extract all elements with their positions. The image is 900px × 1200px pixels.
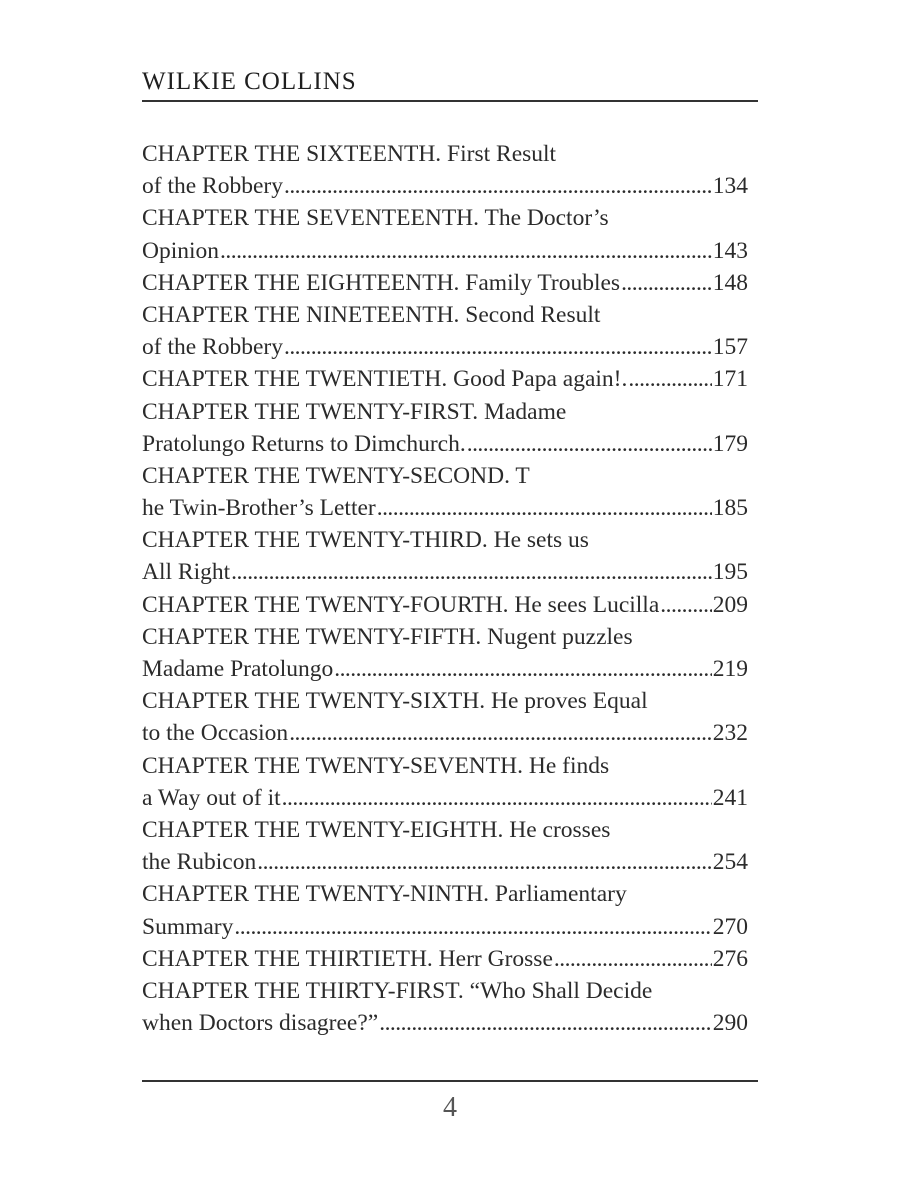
toc-line (142, 943, 748, 975)
toc-line (142, 621, 748, 653)
toc-entry-page: 157 (712, 334, 748, 361)
toc-entry-title: CHAPTER THE SIXTEENTH. First Result (142, 141, 557, 167)
toc-line (142, 975, 748, 1007)
toc-line (142, 396, 748, 428)
toc-entry-title: of the Robbery (142, 334, 283, 361)
toc-entry-page: 232 (712, 720, 748, 747)
dot-leader (289, 717, 712, 749)
toc-line (142, 363, 748, 395)
toc-entry-title: CHAPTER THE SEVENTEENTH. The Doctor’s (142, 205, 609, 232)
dot-leader (220, 235, 712, 267)
toc-line (142, 589, 748, 621)
toc-line (142, 460, 748, 492)
toc-line (142, 299, 748, 331)
toc-line (142, 138, 748, 170)
dot-leader (379, 1007, 712, 1039)
toc-entry-page: 143 (712, 237, 748, 264)
dot-leader (257, 846, 712, 878)
toc-line (142, 717, 748, 749)
toc-entry-title: CHAPTER THE TWENTIETH. Good Papa again!. (142, 366, 628, 393)
dot-leader (621, 267, 712, 299)
toc-entry-page: 134 (712, 173, 748, 200)
toc-line (142, 878, 748, 910)
dot-leader (231, 556, 712, 588)
dot-leader (377, 492, 712, 524)
toc-entry-title: when Doctors disagree?” (142, 1010, 379, 1037)
toc-entry-title: CHAPTER THE EIGHTEENTH. Family Troubles (142, 269, 621, 296)
toc-entry-title: of the Robbery (142, 173, 283, 200)
toc-line (142, 1007, 748, 1039)
toc-line (142, 653, 748, 685)
dot-leader (282, 782, 712, 814)
toc-entry-title: a Way out of it (142, 784, 281, 811)
toc-line (142, 750, 748, 782)
dot-leader (284, 170, 712, 202)
toc-line (142, 782, 748, 814)
toc-entry-title: Madame Pratolungo (142, 656, 334, 682)
toc-line (142, 685, 748, 717)
toc-entry-page: 148 (712, 269, 748, 296)
toc-line (142, 911, 748, 943)
toc-entry-page: 171 (712, 366, 748, 393)
page-number: 4 (443, 1092, 457, 1123)
dot-leader (284, 331, 712, 363)
dot-leader (234, 911, 711, 943)
toc-line (142, 202, 748, 234)
toc-entry-title: CHAPTER THE TWENTY-FOURTH. He sees Lucilla (142, 591, 660, 618)
toc-entry-title: CHAPTER THE TWENTY-FIRST. Madame (142, 398, 567, 425)
running-head: WILKIE COLLINS (142, 68, 357, 95)
dot-leader (660, 589, 711, 621)
toc-line (142, 814, 748, 846)
toc-entry-title: CHAPTER THE NINETEENTH. Second Result (142, 301, 601, 328)
toc-entry-title: the Rubicon (142, 849, 257, 876)
table-of-contents (142, 138, 748, 1039)
toc-line (142, 556, 748, 588)
toc-entry-title: Opinion (142, 237, 220, 264)
toc-line (142, 331, 748, 363)
toc-line (142, 428, 748, 460)
toc-line (142, 235, 748, 267)
toc-entry-title: he Twin-Brother’s Letter (142, 495, 376, 522)
toc-line (142, 846, 748, 878)
toc-entry-title: CHAPTER THE TWENTY-SECOND. T (142, 462, 530, 489)
toc-entry-page: 185 (712, 495, 748, 522)
toc-entry-title: Pratolungo Returns to Dimchurch. (142, 430, 466, 457)
toc-entry-title: to the Occasion (142, 720, 289, 747)
dot-leader (554, 943, 712, 975)
toc-entry-title: CHAPTER THE TWENTY-FIFTH. Nugent puzzles (142, 623, 633, 650)
toc-entry-title: CHAPTER THE TWENTY-THIRD. He sets us (142, 527, 589, 554)
toc-entry-page: 241 (712, 784, 748, 811)
toc-entry-title: All Right (142, 559, 231, 586)
dot-leader (334, 653, 712, 685)
toc-entry-page: 270 (712, 913, 748, 940)
toc-entry-page: 219 (712, 656, 748, 682)
header-rule (142, 100, 758, 102)
dot-leader (628, 363, 711, 395)
toc-line (142, 492, 748, 524)
toc-entry-title: CHAPTER THE TWENTY-SIXTH. He proves Equal (142, 688, 648, 715)
toc-line (142, 170, 748, 202)
toc-entry-title: Summary (142, 913, 234, 940)
toc-entry-page: 254 (712, 849, 748, 876)
toc-line (142, 267, 748, 299)
toc-entry-page: 290 (712, 1010, 748, 1037)
toc-entry-title: CHAPTER THE TWENTY-SEVENTH. He finds (142, 752, 610, 779)
toc-entry-title: CHAPTER THE TWENTY-NINTH. Parliamentary (142, 881, 627, 908)
footer-rule (142, 1080, 758, 1082)
toc-entry-page: 179 (712, 430, 748, 457)
toc-line (142, 524, 748, 556)
toc-entry-page: 209 (712, 591, 748, 618)
toc-entry-title: CHAPTER THE TWENTY-EIGHTH. He crosses (142, 816, 611, 843)
toc-entry-title: CHAPTER THE THIRTY-FIRST. “Who Shall Decide (142, 977, 653, 1004)
dot-leader (467, 428, 712, 460)
toc-entry-page: 276 (712, 945, 748, 972)
toc-entry-page: 195 (712, 559, 748, 586)
toc-entry-title: CHAPTER THE THIRTIETH. Herr Grosse (142, 945, 553, 972)
